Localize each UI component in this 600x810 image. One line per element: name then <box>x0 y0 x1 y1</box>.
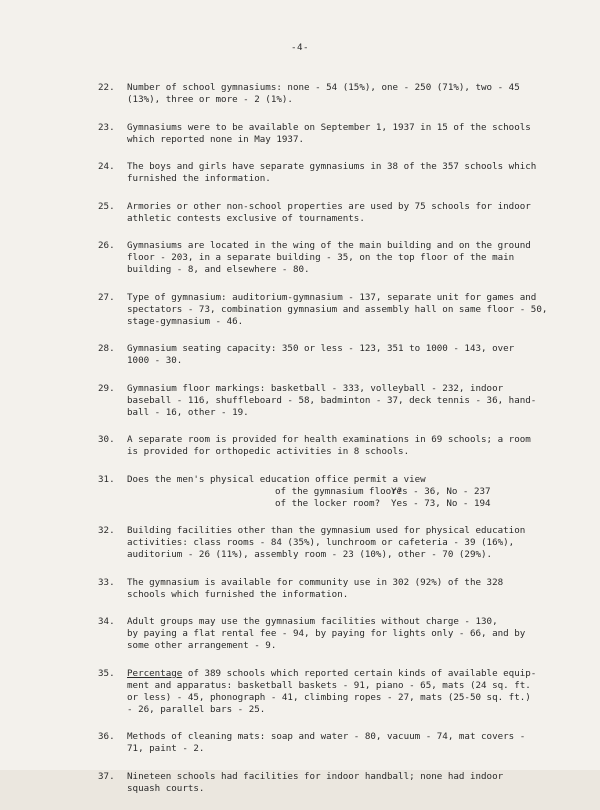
item-line: baseball - 116, shuffleboard - 58, badminton - 37, deck tennis - 36, hand- <box>127 394 537 406</box>
item-number: 28. <box>98 343 115 354</box>
item-line: schools which furnished the information. <box>127 588 349 600</box>
item-line: Building facilities other than the gymnasium used for physical education <box>127 525 526 536</box>
item-line: 1000 - 30. <box>127 355 183 366</box>
list-item-37 <box>98 771 568 795</box>
item-line: A separate room is provided for health examinations in 69 schools; a room <box>127 434 531 445</box>
item-line: some other arrangement - 9. <box>127 640 277 651</box>
item-line: by paying a flat rental fee - 94, by paying for lights only - 66, and by <box>127 628 526 639</box>
item-number: 26. <box>98 240 115 251</box>
item-line: athletic contests exclusive of tournaments. <box>127 212 365 224</box>
item-text <box>127 201 568 225</box>
item-text <box>127 577 568 601</box>
item-line: Nineteen schools had facilities for indoor handball; none had indoor <box>127 770 504 782</box>
item-text <box>127 343 568 367</box>
item-text <box>127 240 568 276</box>
answer-value: Yes - 73, No - 194 <box>391 497 491 509</box>
item-line: ball - 16, other - 19. <box>127 406 249 418</box>
item-number: 30. <box>98 434 115 445</box>
item-number: 33. <box>98 576 115 588</box>
item-line: is provided for orthopedic activities in 8 schools. <box>127 446 410 457</box>
item-number: 35. <box>98 667 115 679</box>
list-item-36 <box>98 731 568 755</box>
numbered-list <box>98 82 568 810</box>
item-text <box>127 161 568 185</box>
list-item-32 <box>98 525 568 561</box>
item-number: 27. <box>98 291 115 303</box>
list-item-34 <box>98 616 568 652</box>
item-line: spectators - 73, combination gymnasium and assembly hall on same floor - 50, <box>127 303 548 315</box>
item-line: The gymnasium is available for community use in 302 (92%) of the 328 <box>127 576 504 588</box>
list-item-28 <box>98 343 568 367</box>
item-line: Number of school gymnasiums: none - 54 (15%), one - 250 (71%), two - 45 <box>127 82 520 93</box>
item-line: Does the men's physical education office permit a view <box>127 473 426 485</box>
item-line: or less) - 45, phonograph - 41, climbing ropes - 27, mats (25-50 sq. ft.) <box>127 691 531 703</box>
item-line: which reported none in May 1937. <box>127 133 305 145</box>
item-number: 24. <box>98 161 115 172</box>
list-item-25 <box>98 201 568 225</box>
item-line: ment and apparatus: basketball baskets - 91, piano - 65, mats (24 sq. ft. <box>127 679 531 691</box>
item-text <box>127 525 568 561</box>
item-number: 22. <box>98 82 115 93</box>
answer-question: of the locker room? <box>275 497 381 509</box>
item-line: Gymnasium floor markings: basketball - 333, volleyball - 232, indoor <box>127 382 504 394</box>
item-line: stage-gymnasium - 46. <box>127 315 244 327</box>
list-item-23 <box>98 122 568 146</box>
list-item-27 <box>98 292 568 328</box>
item-number: 23. <box>98 121 115 133</box>
item-line: (13%), three or more - 2 (1%). <box>127 94 293 105</box>
item-line: squash courts. <box>127 782 205 794</box>
item-line: Armories or other non-school properties are used by 75 schools for indoor <box>127 200 531 212</box>
list-item-26 <box>98 240 568 276</box>
answer-row <box>127 498 568 510</box>
list-item-24 <box>98 161 568 185</box>
item-line: - 26, parallel bars - 25. <box>127 703 266 715</box>
page-number: -4- <box>290 42 310 53</box>
item-line: furnished the information. <box>127 173 271 184</box>
item-line <box>127 668 568 680</box>
item-line: Gymnasiums were to be available on September 1, 1937 in 15 of the schools <box>127 121 531 133</box>
item-text <box>127 731 568 755</box>
item-text <box>127 474 568 510</box>
list-item-29 <box>98 383 568 419</box>
item-text <box>127 616 568 652</box>
underlined-word: Percentage <box>127 667 183 679</box>
item-text <box>127 122 568 146</box>
answer-row <box>127 486 568 498</box>
item-line: auditorium - 26 (11%), assembly room - 23 (10%), other - 70 (29%). <box>127 549 493 560</box>
item-text <box>127 292 568 328</box>
item-line: Methods of cleaning mats: soap and water - 80, vacuum - 74, mat covers - <box>127 731 526 742</box>
list-item-30 <box>98 434 568 458</box>
item-line: floor - 203, in a separate building - 35, on the top floor of the main <box>127 252 515 263</box>
item-line-rest: of 389 schools which reported certain kinds of available equip- <box>182 667 537 679</box>
item-text <box>127 82 568 106</box>
item-number: 25. <box>98 200 115 212</box>
item-number: 31. <box>98 473 115 485</box>
list-item-31 <box>98 474 568 510</box>
item-text <box>127 383 568 419</box>
item-line: Gymnasium seating capacity: 350 or less - 123, 351 to 1000 - 143, over <box>127 343 515 354</box>
item-number: 34. <box>98 616 115 627</box>
list-item-33 <box>98 577 568 601</box>
item-number: 32. <box>98 525 115 536</box>
item-line: activities: class rooms - 84 (35%), lunchroom or cafeteria - 39 (16%), <box>127 537 515 548</box>
item-number: 29. <box>98 382 115 394</box>
answer-value: Yes - 36, No - 237 <box>391 485 491 497</box>
item-text <box>127 771 568 795</box>
item-line: Type of gymnasium: auditorium-gymnasium - 137, separate unit for games and <box>127 291 537 303</box>
item-text <box>127 668 568 716</box>
item-line: Adult groups may use the gymnasium facilities without charge - 130, <box>127 616 498 627</box>
item-line: 71, paint - 2. <box>127 743 205 754</box>
item-line: Gymnasiums are located in the wing of the main building and on the ground <box>127 240 531 251</box>
item-number: 37. <box>98 770 115 782</box>
list-item-35 <box>98 668 568 716</box>
item-line: The boys and girls have separate gymnasiums in 38 of the 357 schools which <box>127 161 537 172</box>
list-item-22 <box>98 82 568 106</box>
answer-question: of the gymnasium floor? <box>275 485 403 497</box>
item-text <box>127 434 568 458</box>
item-line: building - 8, and elsewhere - 80. <box>127 264 310 275</box>
item-number: 36. <box>98 731 115 742</box>
